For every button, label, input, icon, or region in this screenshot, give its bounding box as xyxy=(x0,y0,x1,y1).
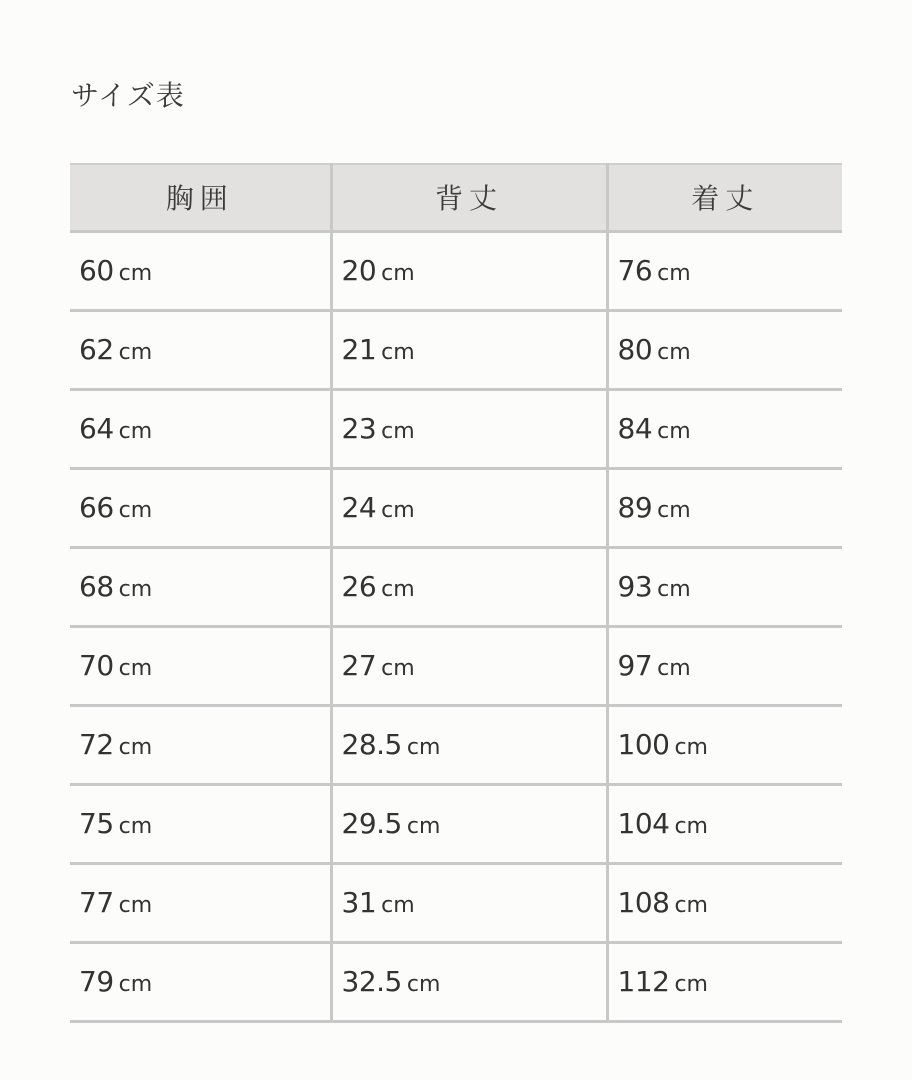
cell-back-length xyxy=(331,310,607,389)
cell-unit: cm xyxy=(118,261,153,286)
cell-unit: cm xyxy=(118,893,153,918)
cell-total-length xyxy=(607,389,842,468)
cell-value: 27 xyxy=(341,649,377,682)
cell-back-length xyxy=(331,626,607,705)
cell-unit: cm xyxy=(118,972,153,997)
cell-back-length xyxy=(331,784,607,863)
cell-unit: cm xyxy=(657,340,691,365)
cell-value: 89 xyxy=(617,491,653,524)
cell-value: 20 xyxy=(341,254,377,287)
cell-chest xyxy=(70,310,331,389)
cell-value: 60 xyxy=(79,254,114,287)
cell-unit: cm xyxy=(381,261,415,286)
cell-unit: cm xyxy=(381,419,415,444)
table-row xyxy=(70,942,842,1021)
cell-chest xyxy=(70,389,331,468)
cell-unit: cm xyxy=(381,893,415,918)
table-row xyxy=(70,547,842,626)
cell-value: 72 xyxy=(79,728,114,761)
header-row xyxy=(70,164,842,231)
cell-chest xyxy=(70,547,331,626)
cell-unit: cm xyxy=(381,340,415,365)
cell-value: 84 xyxy=(617,412,653,445)
cell-unit: cm xyxy=(657,498,691,523)
header-chest: 胸囲 xyxy=(70,164,331,231)
table-row xyxy=(70,626,842,705)
cell-chest xyxy=(70,231,331,310)
header-total-length: 着丈 xyxy=(607,164,842,231)
table-row xyxy=(70,389,842,468)
cell-total-length xyxy=(607,942,842,1021)
cell-value: 77 xyxy=(79,886,114,919)
cell-value: 62 xyxy=(79,333,114,366)
page-title: サイズ表 xyxy=(71,79,185,112)
cell-unit: cm xyxy=(657,261,691,286)
cell-unit: cm xyxy=(674,735,708,760)
cell-total-length xyxy=(607,468,842,547)
cell-chest xyxy=(70,863,331,942)
cell-value: 64 xyxy=(79,412,114,445)
cell-unit: cm xyxy=(381,577,415,602)
cell-unit: cm xyxy=(674,972,708,997)
cell-unit: cm xyxy=(118,340,153,365)
cell-unit: cm xyxy=(381,498,415,523)
cell-chest xyxy=(70,784,331,863)
cell-total-length xyxy=(607,626,842,705)
cell-back-length xyxy=(331,389,607,468)
table-row xyxy=(70,468,842,547)
cell-value: 76 xyxy=(617,254,653,287)
cell-chest xyxy=(70,705,331,784)
table-header xyxy=(70,164,842,231)
cell-chest xyxy=(70,468,331,547)
cell-unit: cm xyxy=(118,577,153,602)
cell-back-length xyxy=(331,547,607,626)
cell-value: 108 xyxy=(617,886,670,919)
cell-value: 29.5 xyxy=(341,807,402,840)
cell-value: 75 xyxy=(79,807,114,840)
table-row xyxy=(70,705,842,784)
cell-unit: cm xyxy=(118,498,153,523)
table-body xyxy=(70,231,842,1021)
cell-unit: cm xyxy=(118,735,153,760)
cell-unit: cm xyxy=(406,972,441,997)
cell-unit: cm xyxy=(657,656,691,681)
cell-unit: cm xyxy=(406,814,441,839)
cell-back-length xyxy=(331,231,607,310)
cell-back-length xyxy=(331,468,607,547)
cell-value: 26 xyxy=(341,570,377,603)
cell-unit: cm xyxy=(674,814,708,839)
cell-unit: cm xyxy=(118,419,153,444)
cell-value: 100 xyxy=(617,728,670,761)
table-row xyxy=(70,231,842,310)
cell-value: 23 xyxy=(341,412,377,445)
cell-value: 66 xyxy=(79,491,114,524)
cell-value: 68 xyxy=(79,570,114,603)
cell-total-length xyxy=(607,784,842,863)
cell-value: 21 xyxy=(341,333,377,366)
table-row xyxy=(70,310,842,389)
cell-total-length xyxy=(607,547,842,626)
cell-value: 80 xyxy=(617,333,653,366)
cell-value: 24 xyxy=(341,491,377,524)
cell-chest xyxy=(70,626,331,705)
size-table xyxy=(70,163,842,1023)
header-back-length: 背丈 xyxy=(331,164,607,231)
cell-value: 112 xyxy=(617,965,670,998)
cell-value: 32.5 xyxy=(341,965,402,998)
cell-value: 93 xyxy=(617,570,653,603)
cell-unit: cm xyxy=(118,656,153,681)
cell-value: 97 xyxy=(617,649,653,682)
cell-back-length xyxy=(331,942,607,1021)
cell-chest xyxy=(70,942,331,1021)
table-row xyxy=(70,863,842,942)
cell-total-length xyxy=(607,863,842,942)
cell-value: 28.5 xyxy=(341,728,402,761)
cell-value: 31 xyxy=(341,886,377,919)
cell-total-length xyxy=(607,705,842,784)
cell-total-length xyxy=(607,231,842,310)
cell-total-length xyxy=(607,310,842,389)
table-row xyxy=(70,784,842,863)
cell-back-length xyxy=(331,705,607,784)
cell-unit: cm xyxy=(674,893,708,918)
cell-unit: cm xyxy=(381,656,415,681)
cell-unit: cm xyxy=(657,419,691,444)
cell-unit: cm xyxy=(657,577,691,602)
cell-unit: cm xyxy=(118,814,153,839)
cell-value: 104 xyxy=(617,807,670,840)
cell-value: 79 xyxy=(79,965,114,998)
cell-value: 70 xyxy=(79,649,114,682)
cell-unit: cm xyxy=(406,735,441,760)
cell-back-length xyxy=(331,863,607,942)
